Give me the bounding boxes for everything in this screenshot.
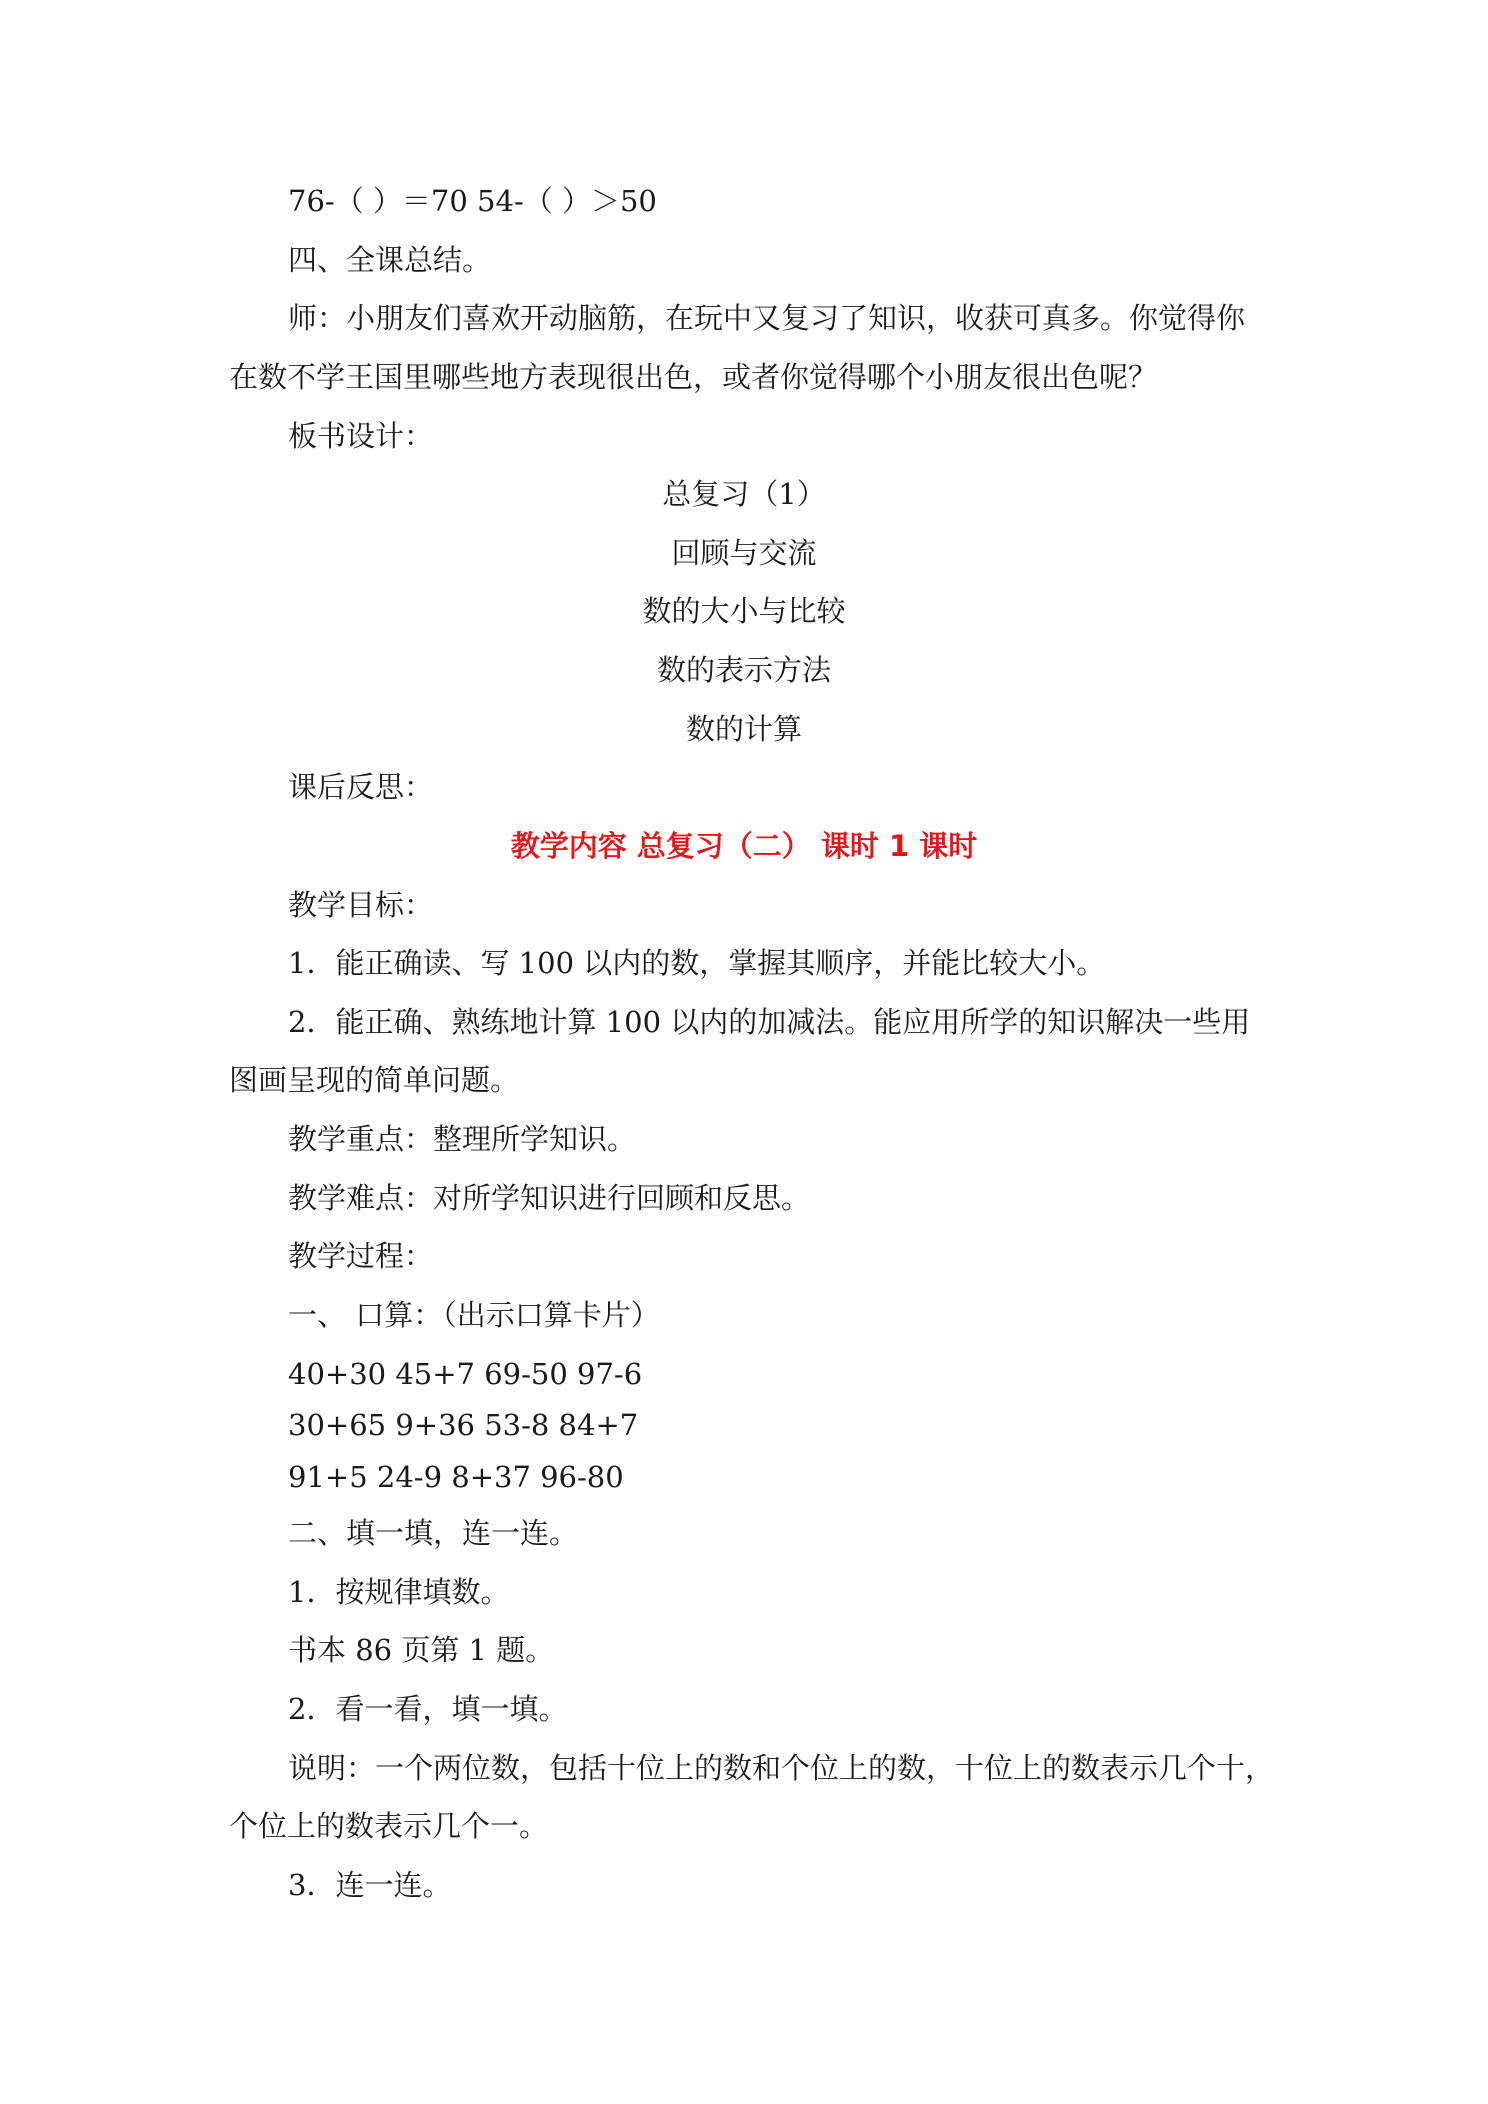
text-line-explain-2: 个位上的数表示几个一。 [229, 1809, 549, 1843]
text-line-goal-1: 1．能正确读、写 100 以内的数，掌握其顺序，并能比较大小。 [288, 946, 1106, 980]
board-item-size-compare: 数的大小与比较 [642, 594, 846, 628]
text-line-oral-calc: 一、 口算：（出示口算卡片） [288, 1298, 660, 1332]
text-line-calc-row-1: 40+30 45+7 69-50 97-6 [288, 1357, 643, 1391]
text-line-board-design: 板书设计： [288, 419, 434, 453]
text-line-equations: 76-（ ）＝70 54-（ ）＞50 [288, 184, 657, 218]
text-line-process: 教学过程： [288, 1239, 434, 1273]
text-line-teacher-2: 在数不学王国里哪些地方表现很出色，或者你觉得哪个小朋友很出色呢？ [229, 360, 1158, 394]
text-line-pattern: 1．按规律填数。 [288, 1575, 510, 1609]
text-line-calc-row-2: 30+65 9+36 53-8 84+7 [288, 1408, 639, 1442]
board-item-calculation: 数的计算 [685, 712, 802, 746]
text-line-look-fill: 2．看一看，填一填。 [288, 1692, 568, 1726]
text-line-reflection: 课后反思： [288, 770, 434, 804]
text-line-teacher-1: 师：小朋友们喜欢开动脑筋，在玩中又复习了知识，收获可真多。你觉得你 [288, 301, 1246, 335]
text-line-explain-1: 说明：一个两位数，包括十位上的数和个位上的数，十位上的数表示几个十， [288, 1751, 1275, 1785]
text-line-book-ref: 书本 86 页第 1 题。 [288, 1633, 555, 1667]
text-line-goal-2b: 图画呈现的简单问题。 [229, 1063, 520, 1097]
board-item-review-exchange: 回顾与交流 [671, 536, 817, 570]
text-line-key-point: 教学重点：整理所学知识。 [288, 1122, 637, 1156]
text-line-calc-row-3: 91+5 24-9 8+37 96-80 [288, 1460, 624, 1494]
board-item-representation: 数的表示方法 [656, 653, 831, 687]
text-line-goals: 教学目标： [288, 888, 434, 922]
text-line-difficulty: 教学难点：对所学知识进行回顾和反思。 [288, 1181, 811, 1215]
text-line-goal-2a: 2．能正确、熟练地计算 100 以内的加减法。能应用所学的知识解决一些用 [288, 1005, 1251, 1039]
text-line-connect: 3．连一连。 [288, 1868, 452, 1902]
text-line-fill-connect: 二、填一填，连一连。 [288, 1516, 579, 1550]
lesson-title: 教学内容 总复习（二） 课时 1 课时 [510, 829, 978, 863]
board-item-review-1: 总复习（1） [662, 477, 826, 511]
text-line-summary-heading: 四、全课总结。 [288, 243, 492, 277]
